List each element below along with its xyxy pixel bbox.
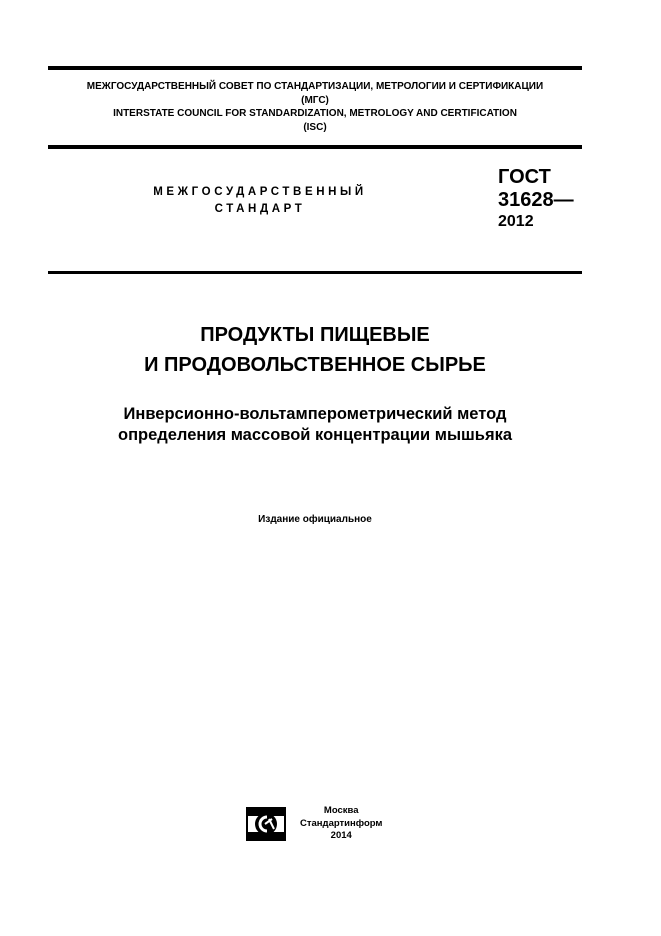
document-subtitle (48, 404, 582, 446)
gost-number: 31628— (498, 189, 574, 211)
document-title (48, 320, 582, 380)
title-line1: ПРОДУКТЫ ПИЩЕВЫЕ (200, 324, 430, 346)
title-line2: И ПРОДОВОЛЬСТВЕННОЕ СЫРЬЕ (144, 354, 486, 376)
top-rule (48, 66, 582, 70)
council-abbr-ru: (МГС) (301, 94, 329, 106)
council-abbr-en: (ISC) (303, 121, 327, 133)
publisher-block (246, 805, 382, 843)
council-header (48, 80, 582, 134)
gost-label: ГОСТ (498, 166, 551, 188)
council-name-en: INTERSTATE COUNCIL FOR STANDARDIZATION, METROLOGY AND CERTIFICATION (113, 108, 517, 119)
subtitle-line2: определения массовой концентрации мышьяка (117, 426, 513, 444)
standard-type (110, 184, 410, 218)
lower-rule (48, 271, 582, 274)
publisher-name: Стандартинформ (300, 817, 383, 829)
publisher-city: Москва (323, 805, 359, 816)
publisher-text (300, 805, 382, 843)
gost-designation (498, 166, 574, 232)
standard-type-line1: МЕЖГОСУДАРСТВЕННЫЙ (153, 186, 367, 198)
standard-type-line2: СТАНДАРТ (214, 203, 306, 215)
gost-year: 2012 (498, 213, 534, 230)
council-name-ru: МЕЖГОСУДАРСТВЕННЫЙ СОВЕТ ПО СТАНДАРТИЗАЦИИ, МЕТРОЛОГИИ И СЕРТИФИКАЦИИ (86, 81, 544, 92)
subtitle-line1: Инверсионно-вольтамперометрический метод (123, 405, 507, 423)
standartinform-logo-icon (246, 807, 286, 841)
edition-note: Издание официальное (258, 514, 372, 525)
middle-rule (48, 145, 582, 149)
publisher-year: 2014 (330, 830, 352, 841)
